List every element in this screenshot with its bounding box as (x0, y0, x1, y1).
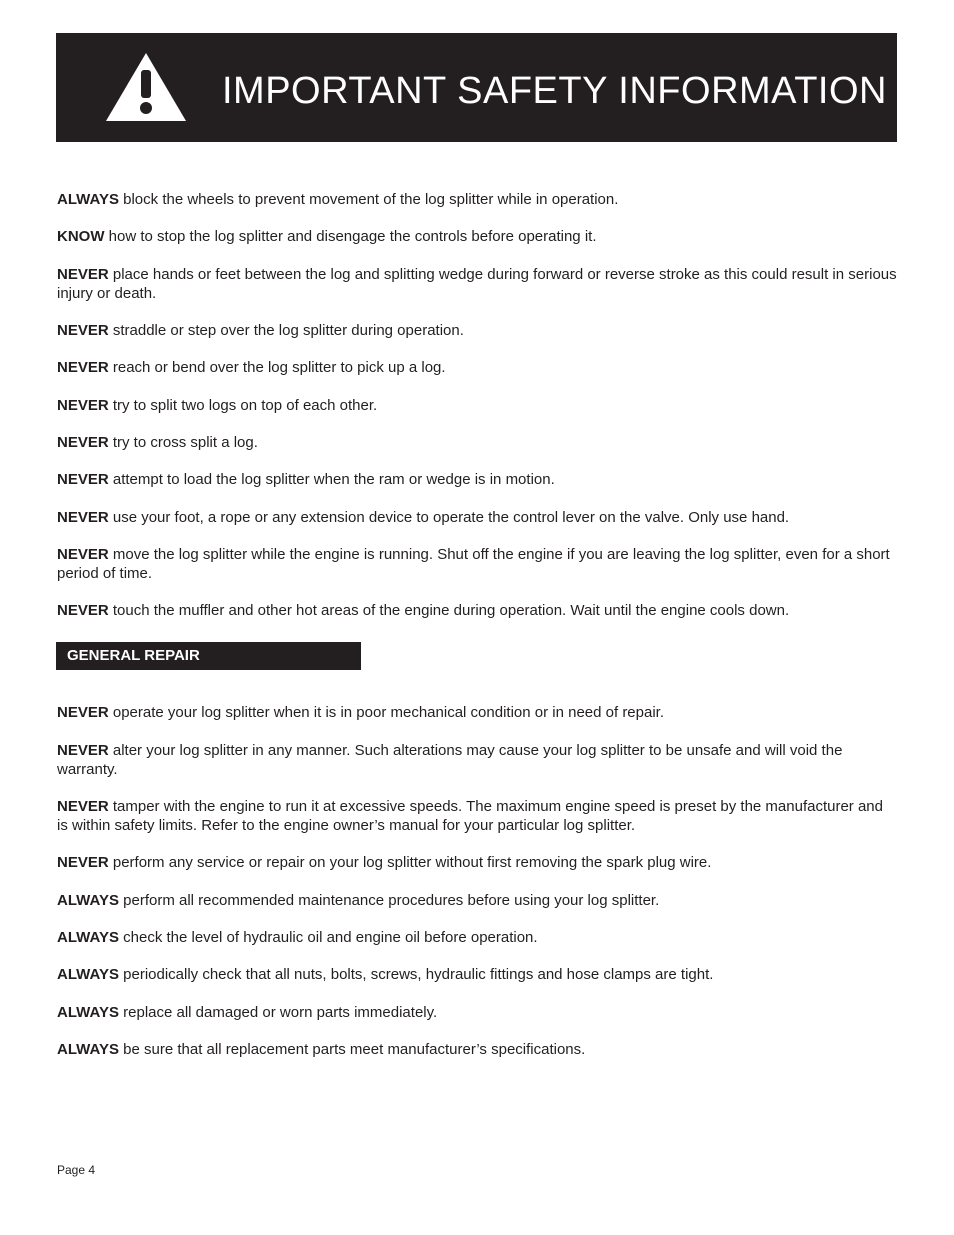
rule-text: attempt to load the log splitter when the ram or wedge is in motion. (108, 471, 555, 488)
rule-keyword: NEVER (57, 359, 109, 376)
safety-rule (57, 797, 897, 835)
rule-keyword: ALWAYS (57, 191, 119, 208)
safety-rule (57, 321, 897, 340)
rule-text: tamper with the engine to run it at excessive speeds. The maximum engine speed is preset by the manufacturer and is within safety limits. Refer to the engine owner’s manual for your particular log splitter. (57, 798, 883, 834)
rule-keyword: ALWAYS (57, 929, 119, 946)
section-heading: GENERAL REPAIR (67, 647, 200, 664)
rule-text: block the wheels to prevent movement of the log splitter while in operation. (118, 191, 619, 208)
safety-banner (56, 33, 897, 142)
page-title: IMPORTANT SAFETY INFORMATION (222, 70, 887, 112)
warning-triangle-icon (104, 50, 188, 124)
rule-text: touch the muffler and other hot areas of the engine during operation. Wait until the engine cools down. (108, 602, 790, 619)
rule-text: reach or bend over the log splitter to pick up a log. (108, 359, 446, 376)
safety-rule (57, 928, 897, 947)
rule-keyword: NEVER (57, 602, 109, 619)
rule-keyword: ALWAYS (57, 966, 119, 983)
safety-rule (57, 265, 897, 303)
rule-text: operate your log splitter when it is in poor mechanical condition or in need of repair. (108, 704, 665, 721)
rule-keyword: ALWAYS (57, 892, 119, 909)
rule-text: replace all damaged or worn parts immediately. (118, 1004, 438, 1021)
rule-keyword: ALWAYS (57, 1004, 119, 1021)
rule-text: check the level of hydraulic oil and engine oil before operation. (118, 929, 538, 946)
safety-rule (57, 396, 897, 415)
safety-rule (57, 190, 897, 209)
safety-rule (57, 1003, 897, 1022)
rule-text: be sure that all replacement parts meet manufacturer’s specifications. (118, 1041, 586, 1058)
rule-keyword: NEVER (57, 397, 109, 414)
safety-rule (57, 545, 897, 583)
rule-text: perform all recommended maintenance procedures before using your log splitter. (118, 892, 660, 909)
safety-rule (57, 601, 897, 620)
rule-text: try to split two logs on top of each other. (108, 397, 378, 414)
safety-rule (57, 703, 897, 722)
rule-keyword: NEVER (57, 546, 109, 563)
rule-keyword: NEVER (57, 704, 109, 721)
page-number: Page 4 (57, 1163, 96, 1177)
rule-text: place hands or feet between the log and splitting wedge during forward or reverse stroke as this could result in serious injury or death. (57, 266, 897, 302)
safety-rule (57, 227, 897, 246)
rule-text: alter your log splitter in any manner. Such alterations may cause your log splitter to be unsafe and will void the warranty. (57, 742, 843, 778)
section-heading-bar (56, 642, 361, 670)
safety-rule (57, 433, 897, 452)
safety-rule (57, 853, 897, 872)
safety-rule (57, 891, 897, 910)
rule-keyword: NEVER (57, 854, 109, 871)
safety-rule (57, 965, 897, 984)
rule-text: how to stop the log splitter and disengage the controls before operating it. (104, 228, 597, 245)
rule-text: use your foot, a rope or any extension device to operate the control lever on the valve. Only use hand. (108, 509, 790, 526)
safety-rule (57, 470, 897, 489)
safety-rule (57, 741, 897, 779)
safety-rule (57, 358, 897, 377)
rule-keyword: KNOW (57, 228, 105, 245)
rule-keyword: NEVER (57, 798, 109, 815)
safety-rule (57, 508, 897, 527)
rule-keyword: NEVER (57, 509, 109, 526)
rule-keyword: NEVER (57, 742, 109, 759)
rule-text: move the log splitter while the engine is running. Shut off the engine if you are leaving the log splitter, even for a short period of time. (57, 546, 890, 582)
rule-text: perform any service or repair on your log splitter without first removing the spark plug wire. (108, 854, 712, 871)
rule-keyword: NEVER (57, 471, 109, 488)
rule-keyword: NEVER (57, 322, 109, 339)
rule-keyword: NEVER (57, 266, 109, 283)
rule-text: periodically check that all nuts, bolts, screws, hydraulic fittings and hose clamps are tight. (118, 966, 714, 983)
rule-keyword: NEVER (57, 434, 109, 451)
rule-text: straddle or step over the log splitter during operation. (108, 322, 464, 339)
rule-keyword: ALWAYS (57, 1041, 119, 1058)
safety-rule (57, 1040, 897, 1059)
rule-text: try to cross split a log. (108, 434, 258, 451)
